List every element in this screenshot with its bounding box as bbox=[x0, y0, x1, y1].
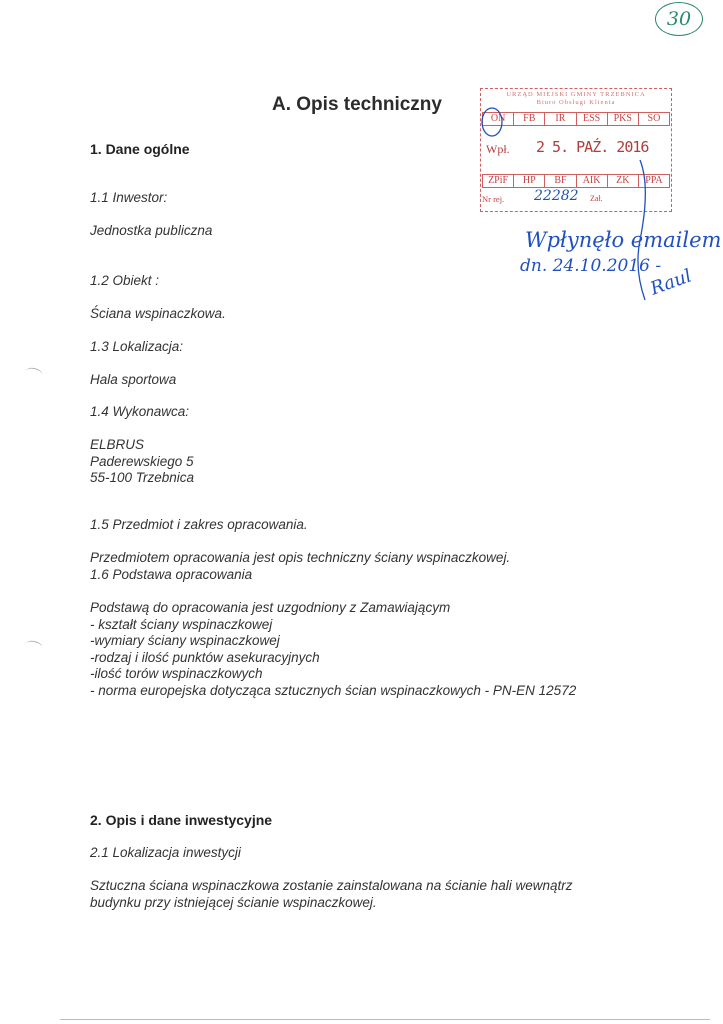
pen-circle-mark bbox=[482, 108, 502, 136]
section-heading-investment: 2. Opis i dane inwestycyjne bbox=[90, 812, 273, 828]
stamp-dept-cell: ZK bbox=[607, 174, 638, 188]
page-number: 30 bbox=[655, 2, 703, 36]
basis-line: -rodzaj i ilość punktów asekuracyjnych bbox=[90, 649, 320, 665]
stamp-received-label: Wpł. bbox=[486, 142, 510, 156]
stamp-dept-cell: PPA bbox=[638, 174, 670, 188]
stamp-office-name: URZĄD MIEJSKI GMINY TRZEBNICA bbox=[506, 91, 646, 98]
basis-line: - kształt ściany wspinaczkowej bbox=[90, 616, 273, 632]
basis-line: -wymiary ściany wspinaczkowej bbox=[90, 633, 280, 648]
stamp-dept-cell: IR bbox=[544, 112, 575, 126]
stamp-reg-label: Nr rej. bbox=[482, 194, 505, 204]
handwritten-received-date: dn. 24.10.2016 - bbox=[520, 256, 662, 276]
contractor-line: ELBRUS bbox=[90, 437, 145, 452]
stamp-dept-cell: BF bbox=[544, 174, 575, 188]
stamp-attachments-label: Zał. bbox=[590, 194, 603, 203]
location-value: Hala sportowa bbox=[90, 372, 177, 387]
object-value: Ściana wspinaczkowa. bbox=[90, 306, 226, 321]
stamp-reg-number: 22282 bbox=[534, 188, 579, 204]
stamp-received-date: 2 5. PAŹ. 2016 bbox=[536, 138, 649, 156]
contractor-line: Paderewskiego 5 bbox=[90, 453, 194, 469]
stamp-office-subname: Biuro Obsługi Klienta bbox=[536, 99, 616, 106]
contractor-address bbox=[90, 437, 194, 487]
contractor-label: 1.4 Wykonawca: bbox=[90, 404, 190, 419]
basis-label: 1.6 Podstawa opracowania bbox=[90, 567, 253, 582]
margin-mark bbox=[25, 639, 43, 651]
stamp-dept-cell: ON bbox=[482, 112, 513, 126]
contractor-line: 55-100 Trzebnica bbox=[90, 470, 195, 485]
scope-value: Przedmiotem opracowania jest opis techniczny ściany wspinaczkowej. bbox=[90, 550, 511, 565]
stamp-dept-cell: ESS bbox=[576, 112, 607, 126]
stamp-dept-cell: FB bbox=[513, 112, 544, 126]
investment-location-text bbox=[90, 878, 573, 911]
basis-line: Podstawą do opracowania jest uzgodniony z Zamawiającym bbox=[90, 600, 451, 615]
investment-location-line: Sztuczna ściana wspinaczkowa zostanie zainstalowana na ścianie hali wewnątrz bbox=[90, 878, 573, 893]
stamp-dept-cell: SO bbox=[638, 112, 670, 126]
stamp-dept-cell: ZPiF bbox=[482, 174, 513, 188]
location-label: 1.3 Lokalizacja: bbox=[90, 339, 184, 354]
stamp-dept-cell: HP bbox=[513, 174, 544, 188]
investor-value: Jednostka publiczna bbox=[90, 223, 213, 238]
investment-location-line: budynku przy istniejącej ścianie wspinaczkowej. bbox=[90, 894, 377, 910]
scope-label: 1.5 Przedmiot i zakres opracowania. bbox=[90, 517, 308, 532]
investment-location-label: 2.1 Lokalizacja inwestycji bbox=[90, 845, 241, 860]
page-bottom-rule bbox=[60, 1019, 710, 1020]
basis-line: - norma europejska dotycząca sztucznych ścian wspinaczkowych - PN-EN 12572 bbox=[90, 682, 577, 698]
margin-mark bbox=[25, 366, 43, 378]
stamp-dept-cell: AIK bbox=[576, 174, 607, 188]
basis-line: -ilość torów wspinaczkowych bbox=[90, 666, 263, 681]
stamp-dept-cell: PKS bbox=[607, 112, 638, 126]
section-heading-general: 1. Dane ogólne bbox=[90, 141, 190, 157]
basis-list bbox=[90, 600, 576, 699]
handwritten-signature: Raul bbox=[647, 265, 695, 300]
object-label: 1.2 Obiekt : bbox=[90, 273, 160, 288]
handwritten-received-note: Wpłynęło emailem bbox=[525, 228, 722, 252]
document-title: A. Opis techniczny bbox=[272, 94, 442, 115]
investor-label: 1.1 Inwestor: bbox=[90, 190, 168, 205]
